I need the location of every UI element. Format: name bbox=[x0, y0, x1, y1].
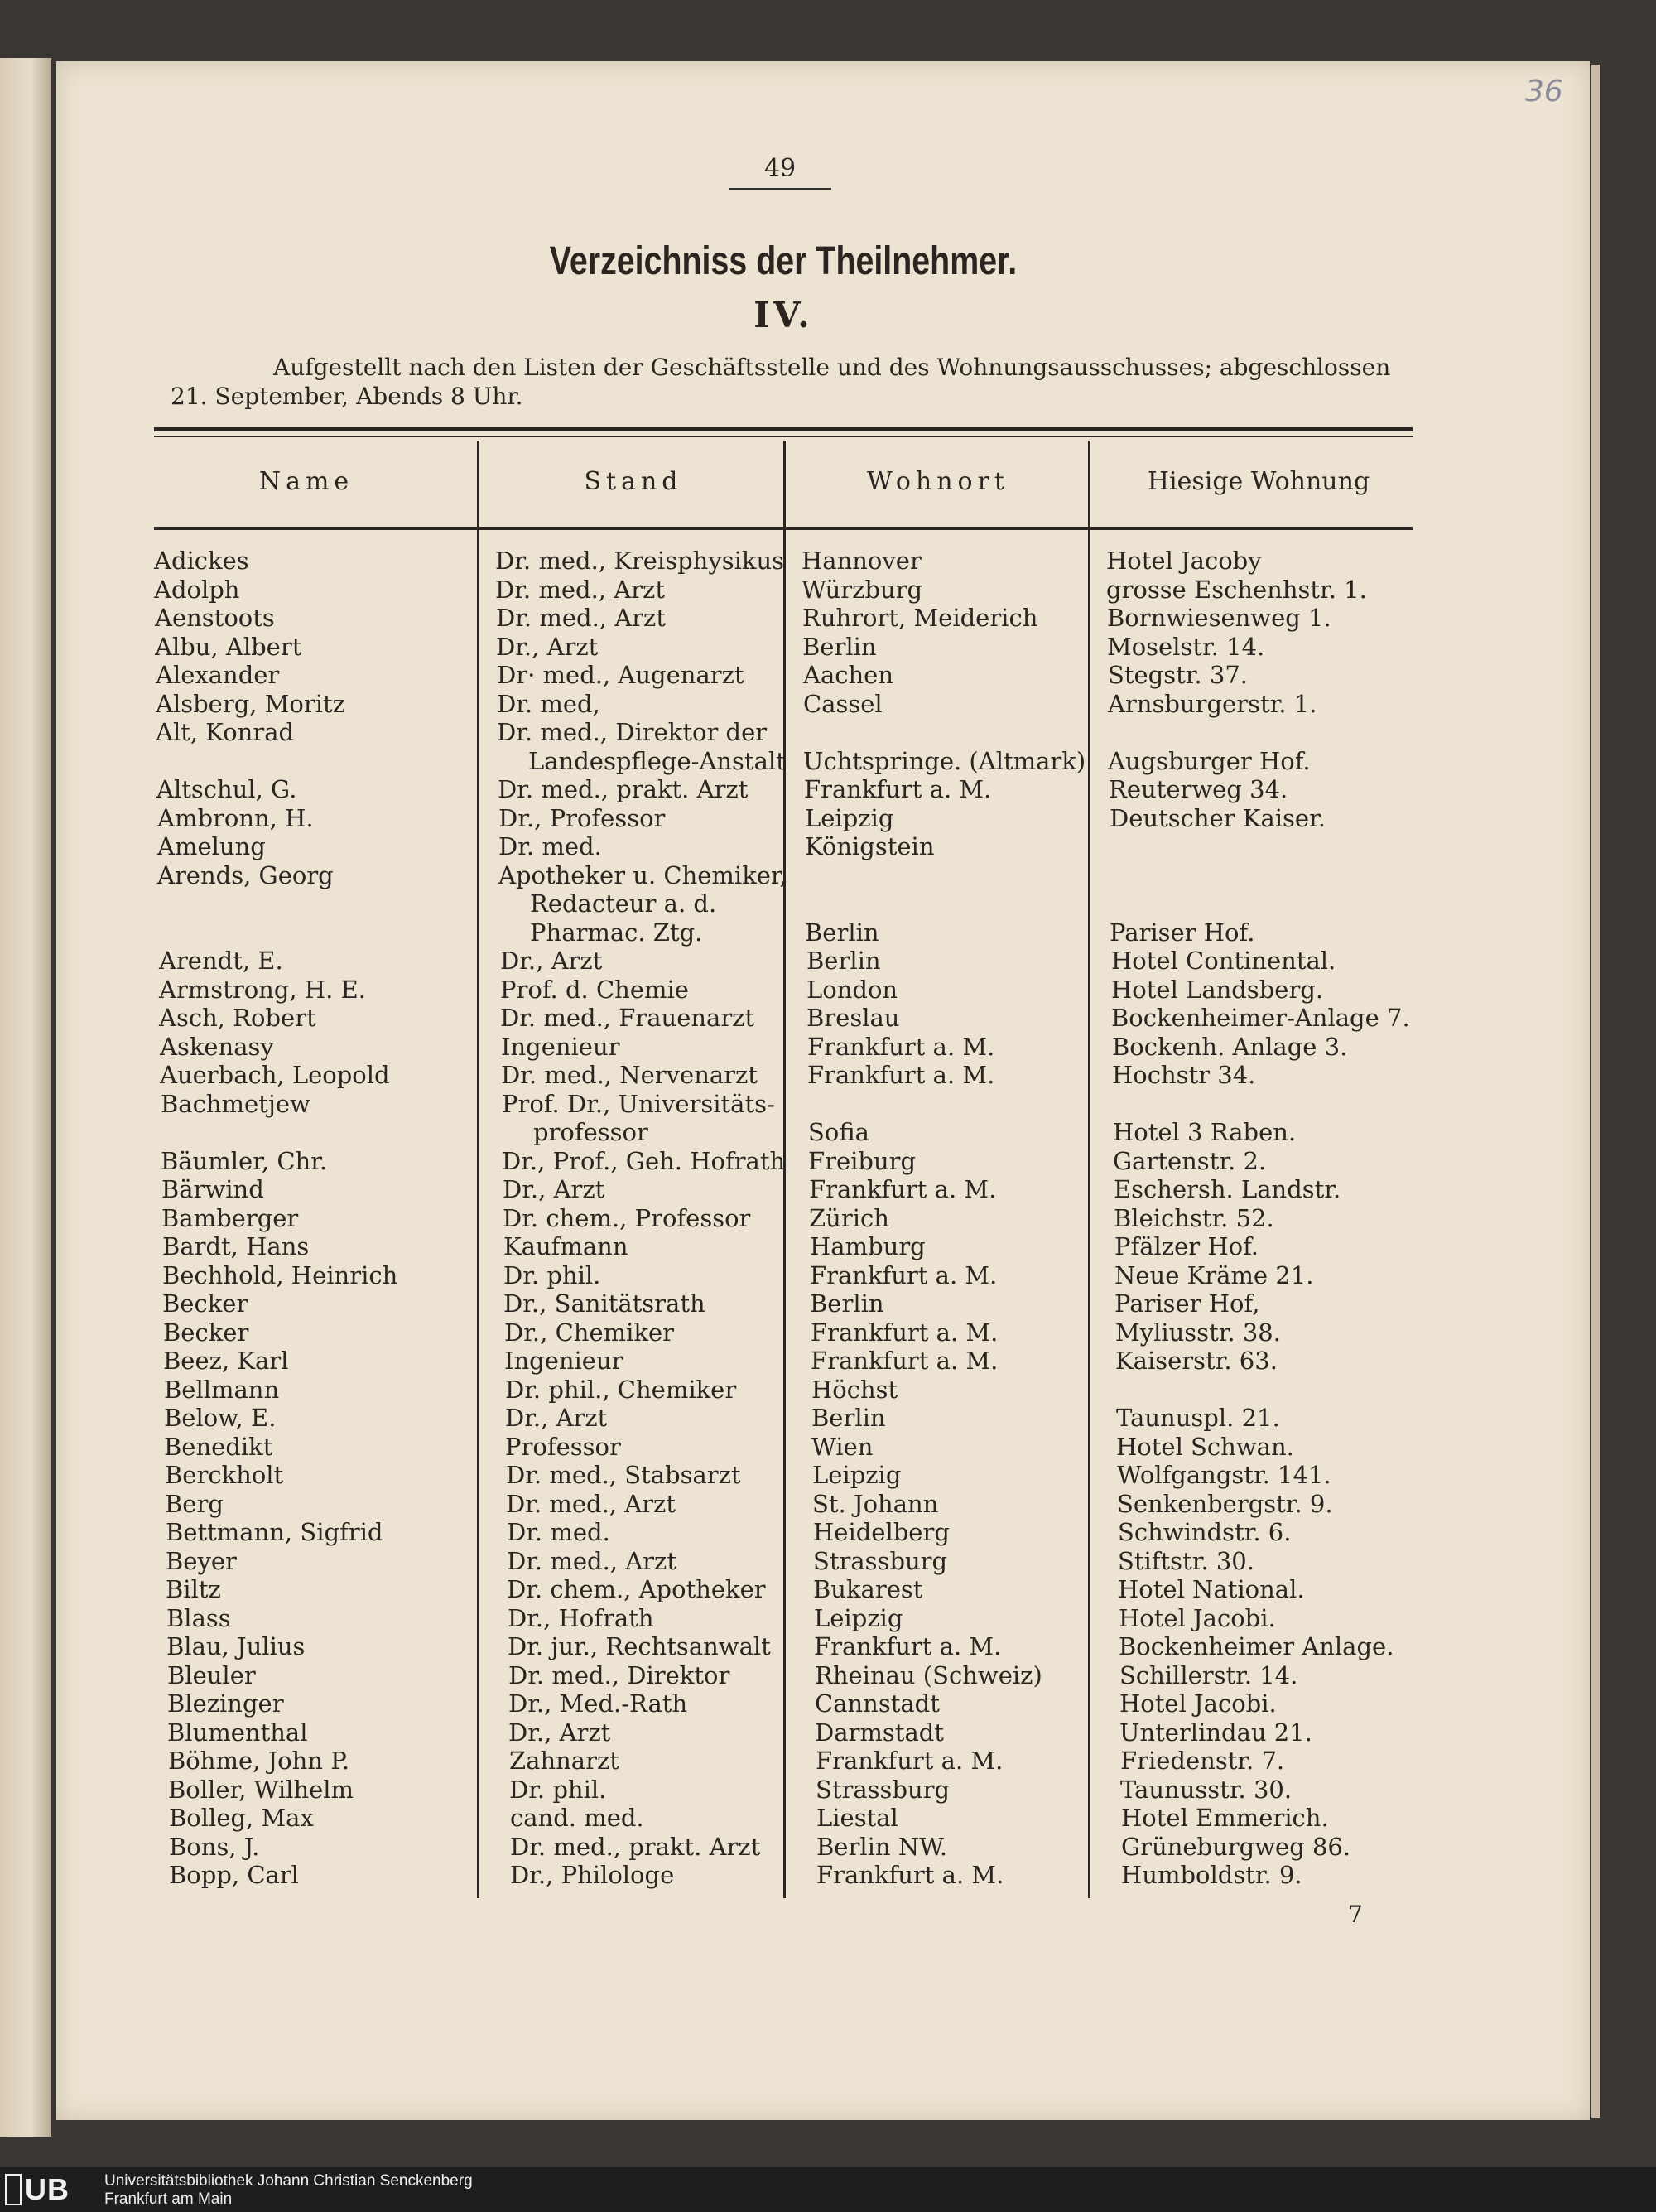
participant-stand: Prof. Dr., Universitäts- bbox=[502, 1089, 775, 1118]
participant-wohnung: Hotel Jacobi. bbox=[1119, 1689, 1277, 1718]
facing-page-edge bbox=[0, 58, 51, 2137]
page-title: Verzeichniss der Theilnehmer. bbox=[549, 239, 1018, 283]
participant-name: Bamberger bbox=[161, 1203, 299, 1232]
participant-wohnung: Hotel Schwan. bbox=[1116, 1432, 1294, 1461]
participant-wohnung: grosse Eschenhstr. 1. bbox=[1106, 575, 1367, 604]
participant-wohnort: Hannover bbox=[802, 547, 922, 575]
participant-wohnung: Unterlindau 21. bbox=[1119, 1718, 1312, 1747]
participant-name: Beez, Karl bbox=[163, 1347, 289, 1375]
participant-wohnort: London bbox=[806, 975, 898, 1004]
participant-stand: Dr., Arzt bbox=[508, 1718, 611, 1747]
participant-name: Adolph bbox=[154, 575, 240, 604]
participant-stand: Landespflege-Anstalt bbox=[528, 746, 786, 775]
participant-wohnort: Frankfurt a. M. bbox=[807, 1032, 995, 1061]
participant-stand: Dr., Philologe bbox=[510, 1861, 675, 1889]
archive-pencil-note: 36 bbox=[1525, 75, 1563, 108]
participant-stand: Dr. med., prakt. Arzt bbox=[510, 1832, 761, 1861]
participant-stand: Dr. phil. bbox=[503, 1260, 601, 1289]
library-name bbox=[104, 2172, 473, 2209]
participant-name: Arends, Georg bbox=[157, 860, 334, 889]
library-logo bbox=[5, 2174, 91, 2205]
participant-wohnort: Königstein bbox=[805, 832, 935, 860]
participant-wohnung: Eschersh. Landstr. bbox=[1114, 1175, 1341, 1203]
participant-name: Blau, Julius bbox=[166, 1632, 306, 1660]
participant-wohnort: Frankfurt a. M. bbox=[816, 1747, 1004, 1775]
participant-stand: Dr. med, bbox=[497, 689, 600, 718]
participant-stand: Apotheker u. Chemiker, bbox=[498, 860, 787, 889]
page-number: 49 bbox=[729, 154, 831, 190]
library-name-line-2: Frankfurt am Main bbox=[104, 2190, 233, 2208]
library-name-line-1: Universitätsbibliothek Johann Christian Senckenberg bbox=[104, 2172, 473, 2190]
participant-wohnort: Frankfurt a. M. bbox=[810, 1260, 998, 1289]
participant-name: Adickes bbox=[154, 547, 249, 575]
participant-wohnung: Hotel National. bbox=[1118, 1575, 1305, 1603]
participant-wohnung: Hotel Jacobi. bbox=[1119, 1603, 1276, 1632]
participant-name: Bettmann, Sigfrid bbox=[166, 1518, 383, 1546]
participant-stand: Dr. med., prakt. Arzt bbox=[498, 775, 749, 803]
participant-name: Ambronn, H. bbox=[157, 803, 314, 832]
participant-name: Boller, Wilhelm bbox=[168, 1775, 354, 1804]
participant-wohnort: Cannstadt bbox=[815, 1689, 940, 1718]
participant-name: Alsberg, Moritz bbox=[156, 689, 345, 718]
participant-wohnort: Berlin NW. bbox=[816, 1832, 948, 1861]
participant-name: Bäumler, Chr. bbox=[161, 1146, 328, 1175]
participant-wohnort: Heidelberg bbox=[813, 1518, 950, 1546]
participant-stand: Pharmac. Ztg. bbox=[530, 918, 703, 947]
participant-wohnort: Leipzig bbox=[812, 1461, 902, 1489]
participant-stand: Dr., Arzt bbox=[503, 1175, 605, 1203]
column-header-wohnort: Wohnort bbox=[867, 467, 1009, 496]
table-top-rule bbox=[154, 427, 1413, 431]
participant-wohnung: Schillerstr. 14. bbox=[1119, 1660, 1298, 1689]
participant-wohnung: Bockenheimer-Anlage 7. bbox=[1111, 1004, 1410, 1032]
participant-wohnung: Taunusstr. 30. bbox=[1120, 1775, 1293, 1804]
participant-name: Becker bbox=[163, 1318, 249, 1347]
participant-stand: Dr., Arzt bbox=[500, 947, 603, 975]
column-divider-3 bbox=[1088, 441, 1090, 1898]
participant-stand: Dr., Arzt bbox=[505, 1404, 608, 1432]
participant-name: Blass bbox=[166, 1603, 231, 1632]
participant-wohnort: Sofia bbox=[808, 1118, 869, 1146]
participant-wohnung: Bockenheimer Anlage. bbox=[1119, 1632, 1394, 1660]
participant-stand: Dr. med., Arzt bbox=[496, 604, 666, 632]
participant-stand: Dr· med., Augenarzt bbox=[497, 661, 744, 689]
participant-wohnort: Breslau bbox=[806, 1004, 900, 1032]
participant-wohnort: Strassburg bbox=[816, 1775, 951, 1804]
participant-wohnort: Strassburg bbox=[813, 1546, 948, 1575]
participant-wohnung: Hotel Landsberg. bbox=[1111, 975, 1324, 1004]
participant-name: Bleuler bbox=[167, 1660, 256, 1689]
participant-wohnort: Berlin bbox=[805, 918, 879, 947]
participant-wohnung: Deutscher Kaiser. bbox=[1110, 803, 1326, 832]
logo-mark-icon bbox=[5, 2174, 22, 2205]
participant-wohnort: Frankfurt a. M. bbox=[814, 1632, 1002, 1660]
participant-stand: cand. med. bbox=[510, 1804, 644, 1832]
participant-stand: Dr., Med.-Rath bbox=[508, 1689, 688, 1718]
participant-stand: Dr. med., Direktor bbox=[508, 1660, 730, 1689]
page-edge bbox=[1591, 65, 1600, 2118]
participant-wohnung: Pariser Hof, bbox=[1114, 1289, 1260, 1318]
column-header-stand: Stand bbox=[584, 467, 683, 496]
section-numeral: IV. bbox=[753, 295, 813, 335]
participant-wohnort: Cassel bbox=[803, 689, 883, 718]
participant-wohnung: Reuterweg 34. bbox=[1109, 775, 1288, 803]
participant-wohnung: Friedenstr. 7. bbox=[1120, 1747, 1285, 1775]
participant-stand: Professor bbox=[505, 1432, 621, 1461]
participant-name: Asch, Robert bbox=[159, 1004, 316, 1032]
participant-wohnort: Frankfurt a. M. bbox=[811, 1318, 999, 1347]
participant-stand: Dr. med., Arzt bbox=[507, 1546, 676, 1575]
participant-name: Bellmann bbox=[164, 1375, 280, 1404]
participant-wohnung: Augsburger Hof. bbox=[1108, 746, 1311, 775]
sheet-number: 7 bbox=[1348, 1901, 1363, 1928]
participant-wohnung: Hotel 3 Raben. bbox=[1113, 1118, 1297, 1146]
participant-wohnung: Stiftstr. 30. bbox=[1118, 1546, 1254, 1575]
participant-name: Albu, Albert bbox=[155, 632, 302, 661]
participant-wohnort: Leipzig bbox=[805, 803, 894, 832]
participant-wohnung: Bockenh. Anlage 3. bbox=[1112, 1032, 1348, 1061]
participant-name: Bachmetjew bbox=[161, 1089, 310, 1118]
participant-wohnort: St. Johann bbox=[812, 1489, 939, 1518]
participant-stand: Dr., Sanitätsrath bbox=[503, 1289, 705, 1318]
participant-stand: Dr. chem., Professor bbox=[503, 1203, 751, 1232]
participant-wohnung: Pariser Hof. bbox=[1110, 918, 1255, 947]
participant-wohnort: Berlin bbox=[802, 632, 877, 661]
participant-name: Bardt, Hans bbox=[162, 1232, 310, 1260]
participant-stand: Redacteur a. d. bbox=[530, 889, 717, 918]
participant-wohnort: Berlin bbox=[811, 1404, 886, 1432]
participant-wohnort: Berlin bbox=[810, 1289, 884, 1318]
participant-wohnort: Frankfurt a. M. bbox=[804, 775, 992, 803]
participant-wohnort: Würzburg bbox=[802, 575, 923, 604]
participant-stand: Dr. med., Nervenarzt bbox=[501, 1061, 758, 1089]
participant-stand: Dr. med., Direktor der bbox=[497, 718, 768, 746]
participant-wohnung: Pfälzer Hof. bbox=[1114, 1232, 1259, 1260]
participant-stand: Dr. jur., Rechtsanwalt bbox=[508, 1632, 771, 1660]
participant-name: Arendt, E. bbox=[159, 947, 283, 975]
participant-name: Berckholt bbox=[165, 1461, 284, 1489]
participant-name: Berg bbox=[165, 1489, 224, 1518]
participant-wohnung: Taunuspl. 21. bbox=[1116, 1404, 1280, 1432]
participant-wohnung: Gartenstr. 2. bbox=[1113, 1146, 1267, 1175]
participant-wohnung: Humboldstr. 9. bbox=[1121, 1861, 1302, 1889]
participant-wohnung: Myliusstr. 38. bbox=[1115, 1318, 1281, 1347]
participant-wohnung: Senkenbergstr. 9. bbox=[1117, 1489, 1333, 1518]
participant-wohnort: Frankfurt a. M. bbox=[809, 1175, 997, 1203]
participant-name: Below, E. bbox=[164, 1404, 277, 1432]
participant-wohnort: Ruhrort, Meiderich bbox=[802, 604, 1038, 632]
library-footer bbox=[0, 2167, 1656, 2212]
participant-wohnort: Rheinau (Schweiz) bbox=[815, 1660, 1042, 1689]
participant-stand: Dr., Chemiker bbox=[504, 1318, 674, 1347]
participant-wohnort: Leipzig bbox=[814, 1603, 903, 1632]
participant-name: Blezinger bbox=[167, 1689, 284, 1718]
participant-wohnort: Zürich bbox=[809, 1203, 889, 1232]
participant-wohnort: Frankfurt a. M. bbox=[807, 1061, 995, 1089]
participant-wohnung: Grüneburgweg 86. bbox=[1121, 1832, 1351, 1861]
participant-wohnung: Kaiserstr. 63. bbox=[1115, 1347, 1278, 1375]
participant-wohnort: Hamburg bbox=[810, 1232, 926, 1260]
participant-wohnung: Bleichstr. 52. bbox=[1114, 1203, 1274, 1232]
participant-stand: Dr. phil. bbox=[509, 1775, 607, 1804]
participant-name: Alt, Konrad bbox=[156, 718, 295, 746]
participant-wohnung: Hotel Continental. bbox=[1111, 947, 1336, 975]
participant-wohnort: Wien bbox=[811, 1432, 874, 1461]
participant-stand: Dr. chem., Apotheker bbox=[507, 1575, 766, 1603]
logo-text: UB bbox=[25, 2172, 70, 2206]
participant-wohnort: Freiburg bbox=[808, 1146, 917, 1175]
participant-name: Amelung bbox=[157, 832, 266, 860]
participant-wohnort: Frankfurt a. M. bbox=[816, 1861, 1004, 1889]
participant-wohnung: Schwindstr. 6. bbox=[1118, 1518, 1292, 1546]
participant-name: Böhme, John P. bbox=[168, 1747, 350, 1775]
participant-stand: Dr., Prof., Geh. Hofrath bbox=[502, 1146, 786, 1175]
participant-stand: Ingenieur bbox=[504, 1347, 623, 1375]
participant-name: Bons, J. bbox=[169, 1832, 260, 1861]
participant-stand: professor bbox=[533, 1118, 648, 1146]
table-top-rule-thin bbox=[154, 436, 1413, 437]
participant-wohnung: Bornwiesenweg 1. bbox=[1107, 604, 1331, 632]
participant-stand: Dr. med. bbox=[507, 1518, 610, 1546]
participant-wohnung: Arnsburgerstr. 1. bbox=[1108, 689, 1317, 718]
participant-name: Alexander bbox=[156, 661, 280, 689]
column-divider-1 bbox=[477, 441, 479, 1898]
participant-name: Askenasy bbox=[160, 1032, 274, 1061]
participant-stand: Dr., Professor bbox=[498, 803, 666, 832]
participant-name: Bopp, Carl bbox=[169, 1861, 299, 1889]
participant-stand: Dr. phil., Chemiker bbox=[505, 1375, 737, 1404]
participant-name: Benedikt bbox=[164, 1432, 273, 1461]
participant-wohnort: Liestal bbox=[816, 1804, 898, 1832]
participant-name: Altschul, G. bbox=[156, 775, 297, 803]
participant-stand: Zahnarzt bbox=[509, 1747, 619, 1775]
participant-wohnung: Moselstr. 14. bbox=[1107, 632, 1265, 661]
participant-name: Bechhold, Heinrich bbox=[162, 1260, 398, 1289]
participant-name: Aenstoots bbox=[155, 604, 275, 632]
participant-stand: Kaufmann bbox=[503, 1232, 628, 1260]
participant-wohnort: Höchst bbox=[811, 1375, 898, 1404]
participant-stand: Dr., Arzt bbox=[496, 632, 599, 661]
participant-stand: Dr., Hofrath bbox=[508, 1603, 654, 1632]
column-header-wohnung: Hiesige Wohnung bbox=[1147, 467, 1370, 496]
participant-name: Blumenthal bbox=[167, 1718, 308, 1747]
participant-name: Biltz bbox=[166, 1575, 221, 1603]
participant-stand: Dr. med., Arzt bbox=[495, 575, 665, 604]
participant-wohnung: Stegstr. 37. bbox=[1108, 661, 1249, 689]
participant-wohnort: Frankfurt a. M. bbox=[811, 1347, 999, 1375]
participant-wohnort: Berlin bbox=[806, 947, 881, 975]
participant-wohnung: Hotel Jacoby bbox=[1106, 547, 1262, 575]
participant-wohnung: Neue Kräme 21. bbox=[1114, 1260, 1314, 1289]
participant-stand: Dr. med. bbox=[498, 832, 602, 860]
participant-name: Beyer bbox=[166, 1546, 237, 1575]
participant-wohnung: Hotel Emmerich. bbox=[1121, 1804, 1329, 1832]
participant-stand: Dr. med., Stabsarzt bbox=[506, 1461, 741, 1489]
participant-stand: Dr. med., Frauenarzt bbox=[500, 1004, 755, 1032]
participant-name: Bolleg, Max bbox=[169, 1804, 314, 1832]
participant-wohnung: Hochstr 34. bbox=[1112, 1061, 1256, 1089]
participant-name: Bärwind bbox=[161, 1175, 264, 1203]
participant-name: Armstrong, H. E. bbox=[159, 975, 366, 1004]
intro-line-1: Aufgestellt nach den Listen der Geschäftsstelle und des Wohnungsausschusses; abgeschlossen bbox=[273, 354, 1391, 381]
participant-stand: Ingenieur bbox=[501, 1032, 620, 1061]
participant-name: Becker bbox=[162, 1289, 248, 1318]
intro-line-2: 21. September, Abends 8 Uhr. bbox=[171, 383, 523, 410]
participant-stand: Dr. med., Arzt bbox=[506, 1489, 676, 1518]
column-header-name: Name bbox=[258, 467, 354, 496]
participant-stand: Dr. med., Kreisphysikus bbox=[495, 547, 785, 575]
participant-wohnort: Bukarest bbox=[813, 1575, 923, 1603]
participant-stand: Prof. d. Chemie bbox=[500, 975, 689, 1004]
participant-wohnort: Uchtspringe. (Altmark) bbox=[803, 746, 1086, 775]
participant-name: Auerbach, Leopold bbox=[160, 1061, 390, 1089]
participant-wohnort: Aachen bbox=[803, 661, 893, 689]
participant-wohnort: Darmstadt bbox=[815, 1718, 944, 1747]
participant-wohnung: Wolfgangstr. 141. bbox=[1117, 1461, 1331, 1489]
